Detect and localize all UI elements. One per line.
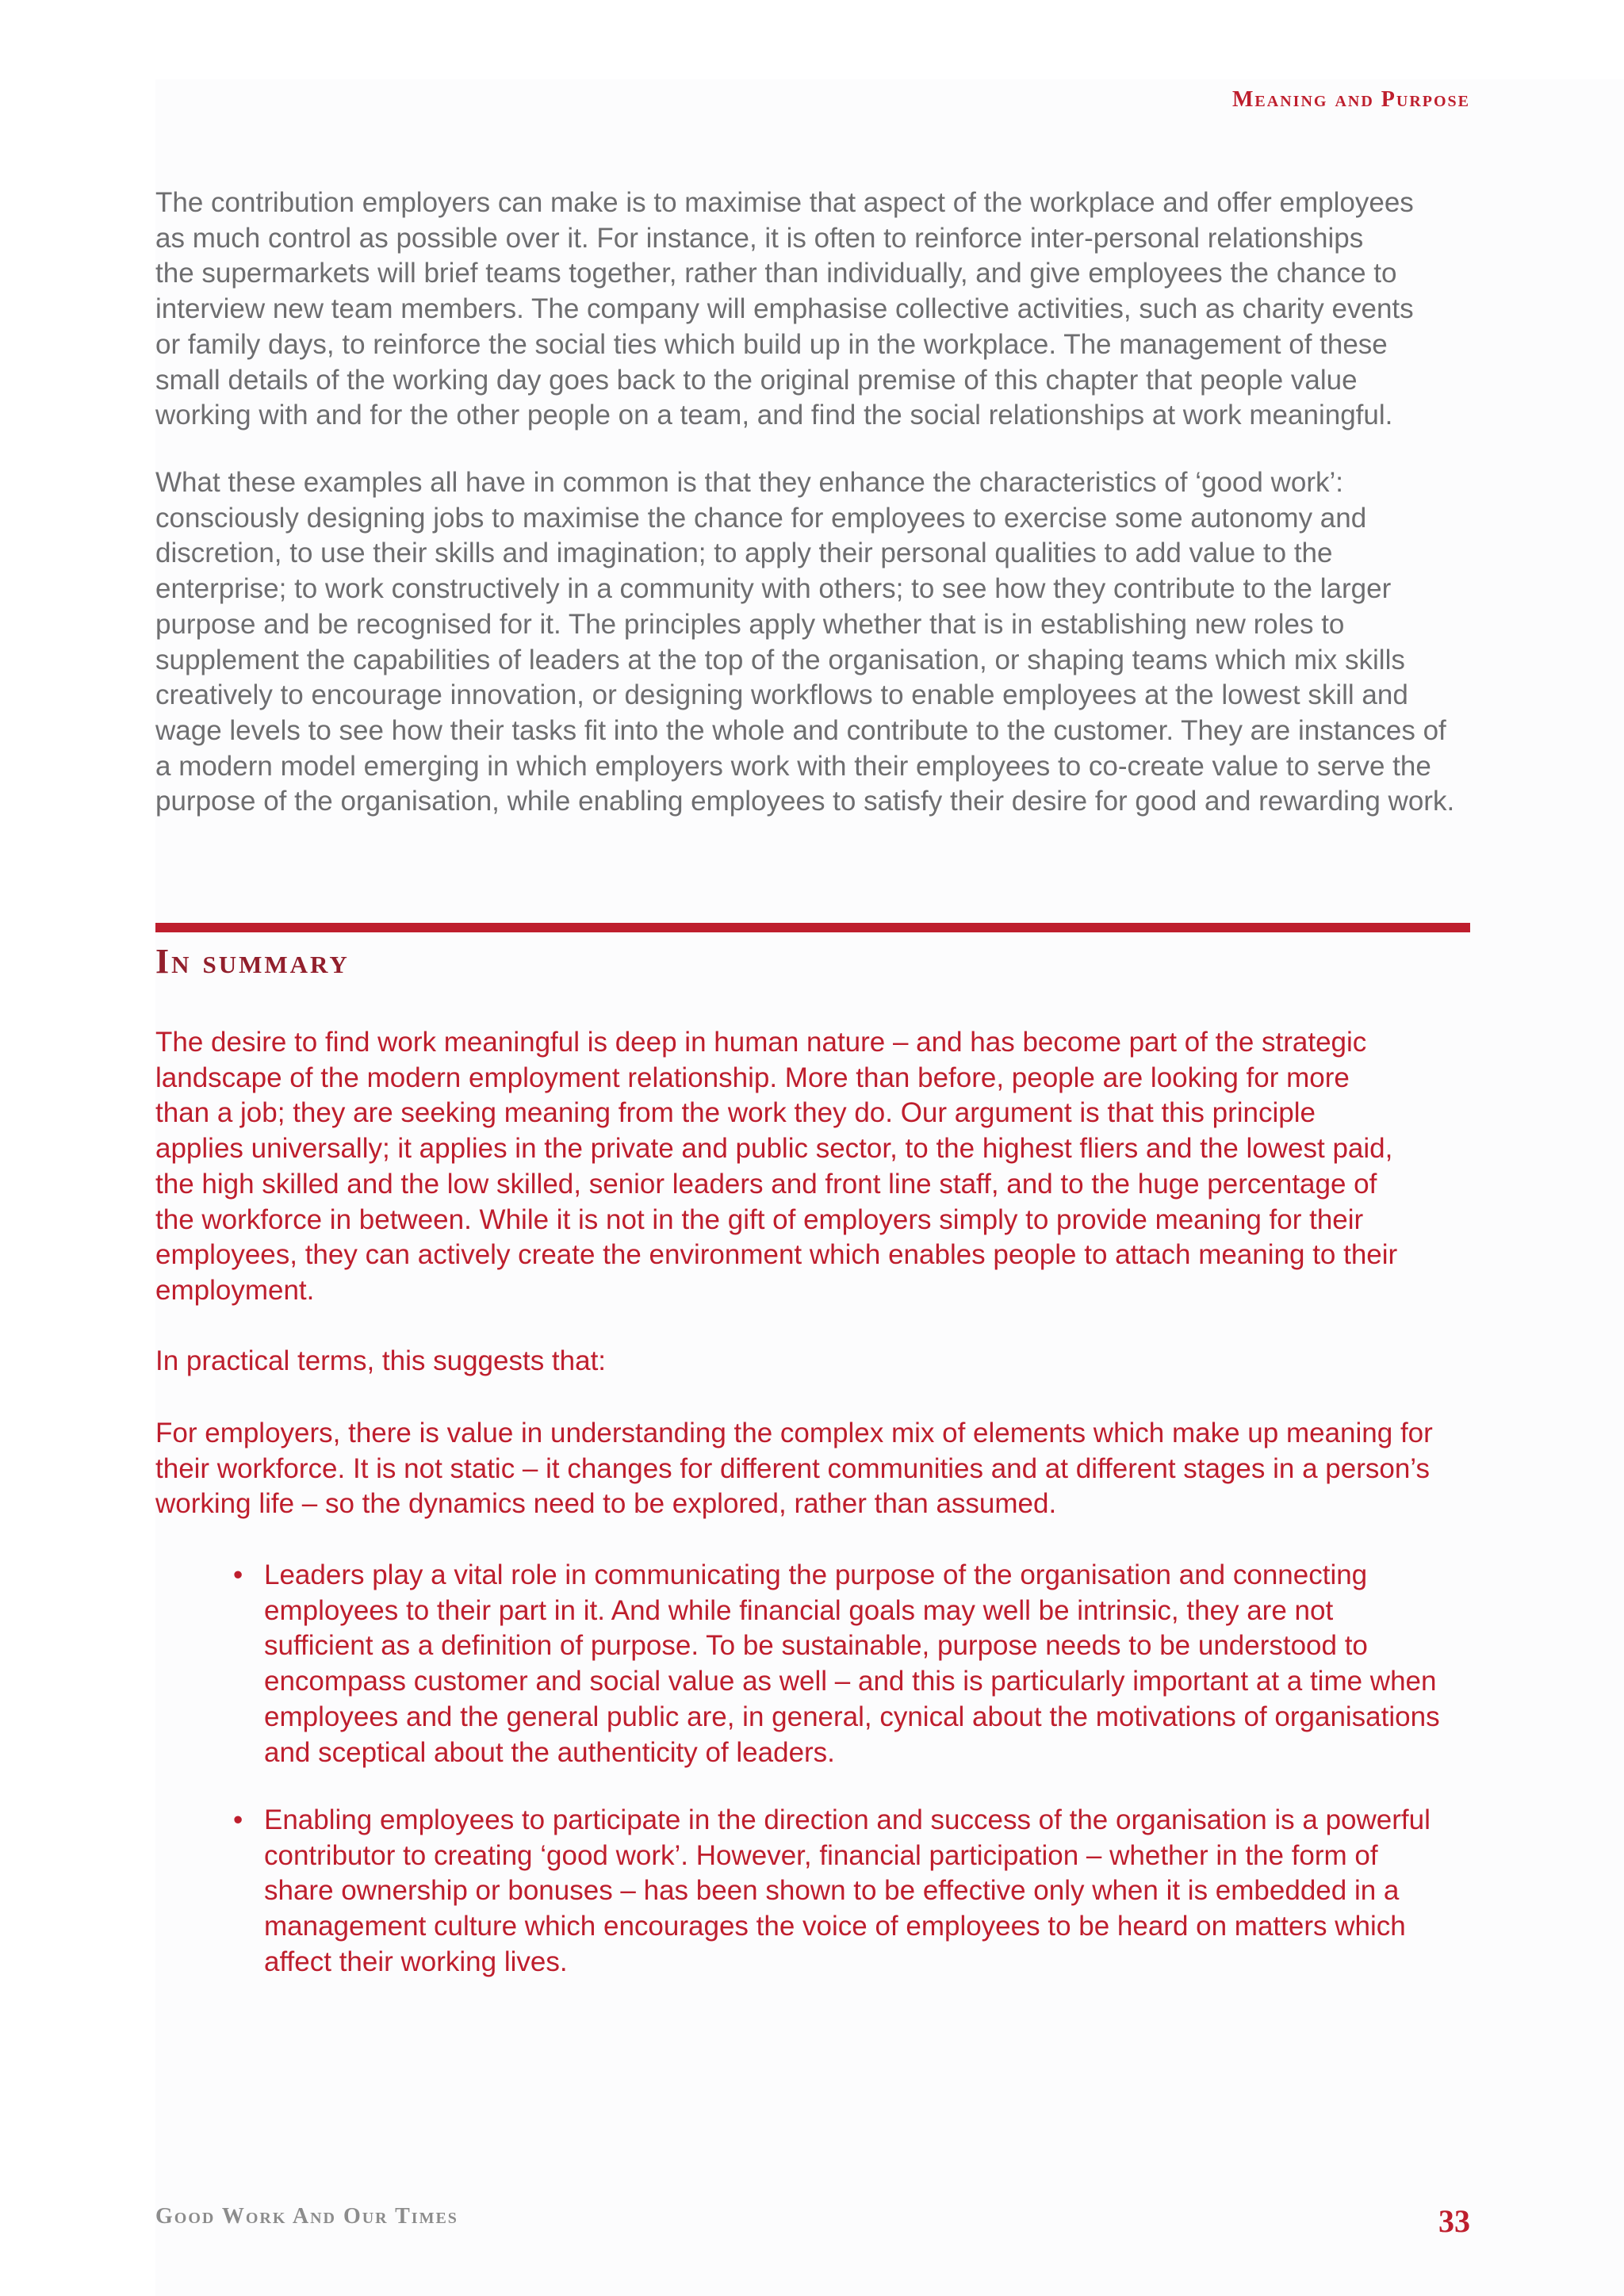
bullet-marker: • bbox=[233, 1804, 243, 1835]
body-paragraph bbox=[155, 186, 1414, 434]
text-line: contributor to creating ‘good work’. However, financial participation – whether in the form of bbox=[264, 1839, 1378, 1871]
text-line: The desire to find work meaningful is deep in human nature – and has become part of the strategic bbox=[155, 1027, 1367, 1058]
text-line: affect their working lives. bbox=[264, 1946, 568, 1977]
text-line: their workforce. It is not static – it changes for different communities and at different stages in a person’s bbox=[155, 1452, 1430, 1484]
running-header-title: Meaning and Purpose bbox=[1232, 87, 1470, 112]
bullet-text bbox=[264, 1803, 1431, 1980]
bullet-text bbox=[264, 1558, 1440, 1770]
text-line: The contribution employers can make is to maximise that aspect of the workplace and offer employees bbox=[155, 187, 1414, 218]
text-line: share ownership or bonuses – has been shown to be effective only when it is embedded in a bbox=[264, 1875, 1400, 1907]
text-line: sufficient as a definition of purpose. To be sustainable, purpose needs to be understood to bbox=[264, 1630, 1368, 1662]
text-line: interview new team members. The company will emphasise collective activities, such as charity events bbox=[155, 293, 1414, 325]
text-line: employees to their part in it. And while financial goals may well be intrinsic, they are not bbox=[264, 1594, 1334, 1626]
text-line: Enabling employees to participate in the direction and success of the organisation is a powerful bbox=[264, 1804, 1431, 1835]
text-line: applies universally; it applies in the private and public sector, to the highest fliers and the lowest paid, bbox=[155, 1133, 1393, 1165]
text-line: working with and for the other people on a team, and find the social relationships at work meaningful. bbox=[155, 400, 1393, 431]
text-line: than a job; they are seeking meaning from the work they do. Our argument is that this principle bbox=[155, 1097, 1316, 1129]
text-line: and sceptical about the authenticity of leaders. bbox=[264, 1736, 835, 1768]
text-line: encompass customer and social value as well – and this is particularly important at a time when bbox=[264, 1666, 1437, 1697]
text-line: purpose and be recognised for it. The principles apply whether that is in establishing new roles to bbox=[155, 608, 1345, 640]
text-line: working life – so the dynamics need to be explored, rather than assumed. bbox=[155, 1488, 1057, 1520]
text-line: consciously designing jobs to maximise the chance for employees to exercise some autonomy and bbox=[155, 502, 1367, 534]
bullet-marker: • bbox=[233, 1559, 243, 1590]
summary-heading: In summary bbox=[155, 942, 350, 981]
text-line: or family days, to reinforce the social ties which build up in the workplace. The management of these bbox=[155, 328, 1388, 360]
text-line: purpose of the organisation, while enabling employees to satisfy their desire for good and rewarding work. bbox=[155, 786, 1455, 817]
text-line: management culture which encourages the voice of employees to be heard on matters which bbox=[264, 1911, 1406, 1942]
summary-paragraph bbox=[155, 1025, 1397, 1309]
practical-terms-lead bbox=[155, 1344, 606, 1380]
page-number: 33 bbox=[1438, 2203, 1470, 2239]
text-line: Leaders play a vital role in communicating the purpose of the organisation and connecting bbox=[264, 1559, 1368, 1590]
text-line: In practical terms, this suggests that: bbox=[155, 1345, 607, 1376]
employers-paragraph bbox=[155, 1416, 1433, 1522]
text-line: as much control as possible over it. For instance, it is often to reinforce inter-personal relationships bbox=[155, 222, 1364, 254]
text-line: enterprise; to work constructively in a community with others; to see how they contribute to the larger bbox=[155, 573, 1392, 605]
text-line: wage levels to see how their tasks fit into the whole and contribute to the customer. They are instances of bbox=[155, 714, 1446, 746]
text-line: small details of the working day goes back to the original premise of this chapter that people value bbox=[155, 364, 1358, 396]
footer-publication-title: Good Work And Our Times bbox=[155, 2204, 458, 2229]
text-line: What these examples all have in common is that they enhance the characteristics of ‘good work’: bbox=[155, 467, 1343, 498]
text-line: a modern model emerging in which employers work with their employees to co-create value to serve the bbox=[155, 750, 1431, 782]
text-line: discretion, to use their skills and imagination; to apply their personal qualities to add value to the bbox=[155, 538, 1333, 569]
text-line: landscape of the modern employment relationship. More than before, people are looking for more bbox=[155, 1062, 1350, 1093]
text-line: the high skilled and the low skilled, senior leaders and front line staff, and to the huge percentage of bbox=[155, 1168, 1377, 1200]
text-line: employees, they can actively create the environment which enables people to attach meaning to their bbox=[155, 1239, 1398, 1271]
text-line: For employers, there is value in understanding the complex mix of elements which make up meaning for bbox=[155, 1418, 1433, 1448]
body-paragraph bbox=[155, 465, 1454, 820]
text-line: the supermarkets will brief teams together, rather than individually, and give employees the chance to bbox=[155, 258, 1397, 289]
text-line: creatively to encourage innovation, or designing workflows to enable employees at the lowest skill and bbox=[155, 679, 1408, 711]
text-line: employment. bbox=[155, 1274, 315, 1306]
text-line: employees and the general public are, in general, cynical about the motivations of organisations bbox=[264, 1701, 1440, 1732]
section-divider-rule bbox=[155, 923, 1470, 932]
text-line: supplement the capabilities of leaders at the top of the organisation, or shaping teams which mix skills bbox=[155, 644, 1405, 675]
text-line: the workforce in between. While it is not in the gift of employers simply to provide meaning for their bbox=[155, 1203, 1364, 1235]
